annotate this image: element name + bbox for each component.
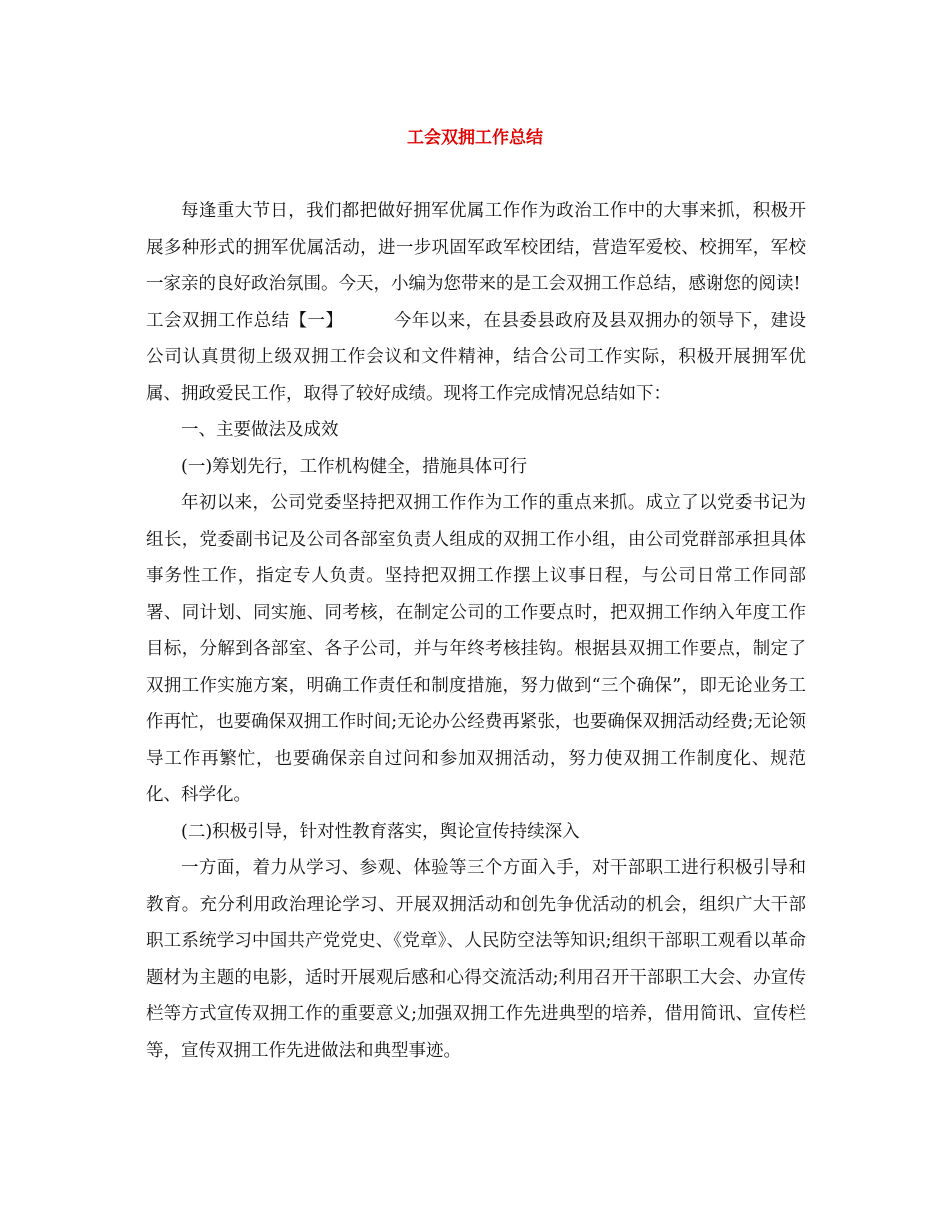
subheading-planning: (一)筹划先行，工作机构健全，措施具体可行	[181, 456, 528, 477]
intro-paragraph: 每逢重大节日，我们都把做好拥军优属工作作为政治工作中的大事来抓，积极开展多种形式的拥军优属活动，进一步巩固军政军校团结，营造军爱校、校拥军，军校一家亲的良好政治氛围。今天，小编为您带来的是工会双拥工作总结，感谢您的阅读!	[146, 201, 806, 294]
paragraph-planning: 年初以来，公司党委坚持把双拥工作作为工作的重点来抓。成立了以党委书记为组长，党委副书记及公司各部室负责人组成的双拥工作小组，由公司党群部承担具体事务性工作，指定专人负责。坚持把双拥工作摆上议事日程，与公司日常工作同部署、同计划、同实施、同考核，在制定公司的工作要点时，把双拥工作纳入年度工作目标，分解到各部室、各子公司，并与年终考核挂钩。根据县双拥工作要点，制定了双拥工作实施方案，明确工作责任和制度措施，努力做到“三个确保”，即无论业务工作再忙，也要确保双拥工作时间;无论办公经费再紧张，也要确保双拥活动经费;无论领导工作再繁忙，也要确保亲自过问和参加双拥活动，努力使双拥工作制度化、规范化、科学化。	[146, 493, 806, 805]
section-label: 工会双拥工作总结【一】	[146, 310, 344, 331]
subheading-guidance: (二)积极引导，针对性教育落实，舆论宣传持续深入	[181, 821, 580, 842]
section-one-paragraph	[146, 303, 806, 413]
document-body	[146, 193, 806, 1069]
section-opening: 今年以来，在县委县政府及县双拥办的领导下，建设公司认真贯彻上级双拥工作会议和文件精神，结合公司工作实际，积极开展拥军优属、拥政爱民工作，取得了较好成绩。现将工作完成情况总结如下：	[146, 310, 807, 404]
document-title: 工会双拥工作总结	[407, 128, 543, 148]
paragraph-guidance: 一方面，着力从学习、参观、体验等三个方面入手，对干部职工进行积极引导和教育。充分利用政治理论学习、开展双拥活动和创先争优活动的机会，组织广大干部职工系统学习中国共产党党史、《党章》、人民防空法等知识;组织干部职工观看以革命题材为主题的电影，适时开展观后感和心得交流活动;利用召开干部职工大会、办宣传栏等方式宣传双拥工作的重要意义;加强双拥工作先进典型的培养，借用简讯、宣传栏等，宣传双拥工作先进做法和典型事迹。	[146, 858, 806, 1061]
heading-main-measures: 一、主要做法及成效	[181, 420, 339, 440]
